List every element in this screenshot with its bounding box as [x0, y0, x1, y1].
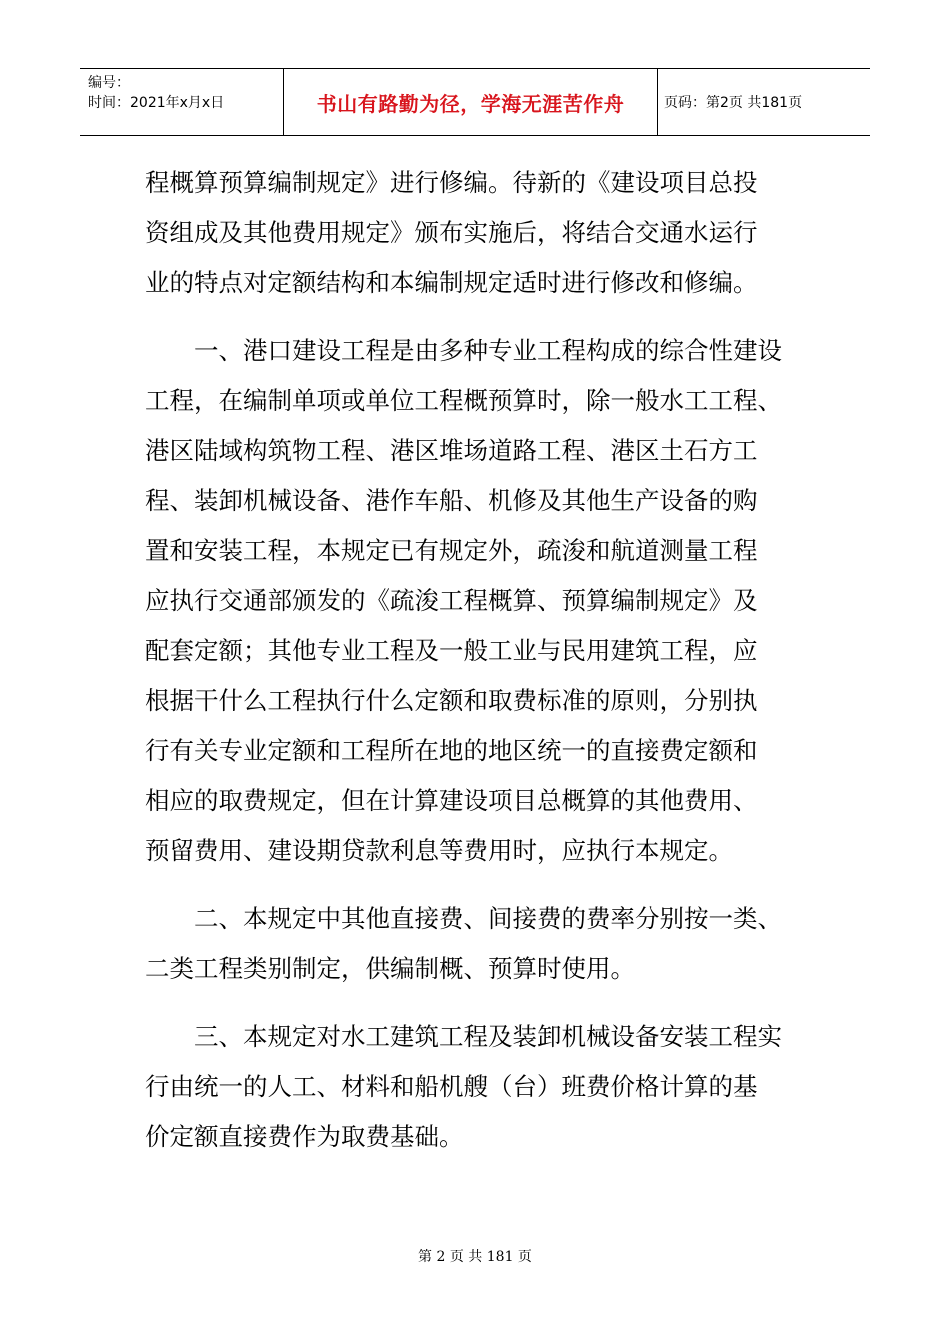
text-line: 工程，在编制单项或单位工程概预算时，除一般水工工程、 — [145, 386, 782, 415]
text-line: 行由统一的人工、材料和船机艘（台）班费价格计算的基 — [145, 1072, 758, 1101]
text-line: 配套定额；其他专业工程及一般工业与民用建筑工程，应 — [145, 636, 758, 665]
text-line: 程、装卸机械设备、港作车船、机修及其他生产设备的购 — [145, 486, 758, 515]
document-body — [145, 158, 805, 1162]
text-line: 资组成及其他费用规定》颁布实施后，将结合交通水运行 — [145, 218, 758, 247]
document-number-label: 编号： — [88, 75, 130, 91]
text-line: 相应的取费规定，但在计算建设项目总概算的其他费用、 — [145, 786, 758, 815]
text-line: 程概算预算编制规定》进行修编。待新的《建设项目总投 — [145, 168, 758, 197]
intro-paragraph — [145, 158, 805, 308]
text-line: 预留费用、建设期贷款利息等费用时，应执行本规定。 — [145, 836, 733, 865]
document-date: 时间：2021年x月x日 — [88, 95, 225, 111]
header-page-info: 页码：第2页 共181页 — [664, 95, 803, 111]
section-3-paragraph — [145, 1012, 805, 1162]
page-footer: 第 2 页 共 181 页 — [418, 1249, 532, 1265]
text-line: 行有关专业定额和工程所在地的地区统一的直接费定额和 — [145, 736, 758, 765]
text-line: 二、本规定中其他直接费、间接费的费率分别按一类、 — [145, 904, 782, 933]
text-line: 业的特点对定额结构和本编制规定适时进行修改和修编。 — [145, 268, 758, 297]
text-line: 价定额直接费作为取费基础。 — [145, 1122, 464, 1151]
header-motto: 书山有路勤为径，学海无涯苦作舟 — [283, 69, 658, 135]
text-line: 应执行交通部颁发的《疏浚工程概算、预算编制规定》及 — [145, 586, 758, 615]
page-header — [80, 68, 870, 136]
text-line: 港区陆域构筑物工程、港区堆场道路工程、港区土石方工 — [145, 436, 758, 465]
text-line: 置和安装工程，本规定已有规定外，疏浚和航道测量工程 — [145, 536, 758, 565]
text-line: 根据干什么工程执行什么定额和取费标准的原则，分别执 — [145, 686, 758, 715]
header-meta — [80, 69, 283, 135]
text-line: 二类工程类别制定，供编制概、预算时使用。 — [145, 954, 635, 983]
section-2-paragraph — [145, 894, 805, 994]
text-line: 三、本规定对水工建筑工程及装卸机械设备安装工程实 — [145, 1022, 782, 1051]
text-line: 一、港口建设工程是由多种专业工程构成的综合性建设 — [145, 336, 782, 365]
section-1-paragraph — [145, 326, 805, 876]
